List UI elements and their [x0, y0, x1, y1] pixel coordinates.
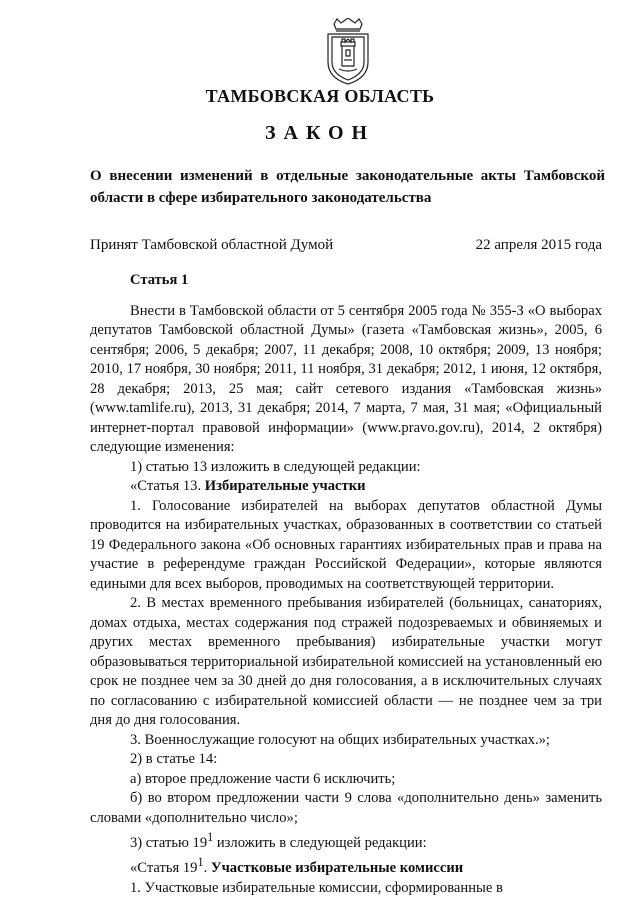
article-heading: Статья 1 [130, 272, 189, 288]
item-2b: б) во втором предложении части 9 слова «дополнительно день» заменить словами «дополнительно число»; [90, 790, 602, 826]
region-title: ТАМБОВСКАЯ ОБЛАСТЬ [205, 86, 435, 106]
intro-paragraph: Внести в Тамбовской области от 5 сентября 2005 года № 355-З «О выборах депутатов Тамбовской областной Думы» (газета «Тамбовская жизнь», 2005, 6 сентября; 2006, 5 декабря; 2007, 11 декабря; 2008, 10 октября; 2009, 13 ноября; 2010, 17 ноября, 30 ноября; 2011, 11 ноября, 31 декабря; 2012, 1 июня, 12 октября, 28 декабря; 2013, 25 мая; сайт сетевого издания «Тамбовская жизнь» (www.tamlife.ru), 2013, 31 декабря; 2014, 7 марта, 7 мая, 31 мая; «Официальный интернет-портал правовой информации» (www.pravo.gov.ru), 2014, 2 октября) следующие изменения: [90, 302, 602, 455]
item-3-superscript: 1 [207, 830, 214, 844]
article-13-heading [90, 477, 602, 497]
article-19-1-superscript: 1 [197, 855, 204, 870]
item-2a: а) второе предложение части 6 исключить; [130, 770, 396, 787]
coat-of-arms-icon [322, 18, 374, 86]
item-3-text-end: изложить в следующей редакции: [213, 834, 427, 851]
article-19-1-part-1: 1. Участковые избирательные комиссии, сформированные в [130, 879, 503, 896]
article-19-1-heading [90, 853, 602, 878]
document-type: ЗАКОН [264, 122, 376, 144]
item-2: 2) в статье 14: [130, 751, 218, 767]
article-19-1-prefix: «Статья 19 [130, 860, 198, 877]
item-1: 1) статью 13 изложить в следующей редакции: [130, 458, 421, 475]
law-body [90, 271, 602, 898]
article-13-prefix: «Статья 13. [130, 478, 205, 494]
law-subject: О внесении изменений в отдельные законодательные акты Тамбовской области в сфере избирательного законодательства [90, 168, 605, 206]
adoption-date: 22 апреля 2015 года [475, 237, 602, 253]
article-13-title: Избирательные участки [204, 478, 366, 494]
article-13-part-3: 3. Военнослужащие голосуют на общих избирательных участках.»; [130, 731, 550, 748]
article-19-1-title: Участковые избирательные комиссии [210, 860, 464, 877]
article-13-part-2: 2. В местах временного пребывания избирателей (больницах, санаториях, домах отдыха, местах содержания под стражей подозреваемых и обвиняемых и других местах временного пребывания) избирательные участки могут образовываться территориальной избирательной комиссией на установленный ею срок не позднее чем за 30 дней до дня голосования, а в исключительных случаях по согласованию с избирательной комиссией области — не позднее чем за три дня до дня голосования. [90, 595, 602, 728]
adoption-line [90, 234, 602, 256]
item-3 [90, 828, 602, 853]
article-19-1-dot: . [203, 860, 211, 877]
item-3-text: 3) статью 19 [130, 834, 208, 851]
article-13-part-1: 1. Голосование избирателей на выборах депутатов областной Думы проводится на избирательных участках, образованных в соответствии со статьей 19 Федерального закона «Об основных гарантиях избирательных прав и права на участие в референдуме граждан Российской Федерации», которые являются едиными для всех выборов, проводимых на соответствующей территории. [90, 497, 602, 592]
adopted-by: Принят Тамбовской областной Думой [90, 237, 334, 253]
